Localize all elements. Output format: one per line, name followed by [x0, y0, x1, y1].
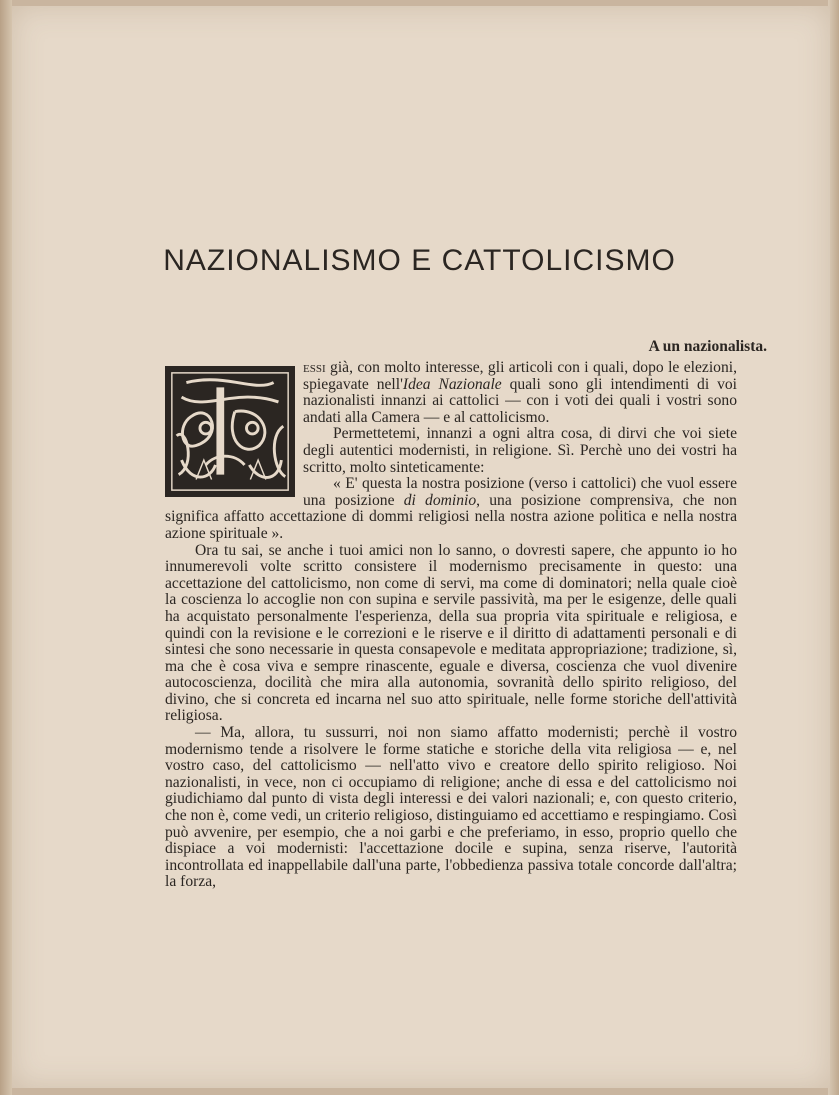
paragraph-1-text-end: quali sono gli intendimenti di voi nazionalisti innanzi ai cattolici — con i voti dei quali i vostri sono andati alla Camera — e al cattolicismo.	[303, 375, 737, 426]
opening-word: essi	[303, 359, 326, 376]
quote-text-end: , una posizione comprensiva, che non significa affatto accettazione di dommi religiosi nella nostra azione politica e nella nostra azione spirituale ».	[165, 491, 737, 542]
paragraph-1-text: già, con molto interesse, gli articoli con i quali, dopo le elezioni, spiegavate nell'	[303, 359, 737, 393]
paragraph-2: Permettetemi, innanzi a ogni altra cosa, di dirvi che voi siete degli autentici modernisti, in religione. Sì. Perchè uno dei vostri ha scritto, molto sinteticamente:	[303, 425, 737, 476]
page-edge-left	[0, 0, 12, 1095]
paragraph-4: Ora tu sai, se anche i tuoi amici non lo sanno, o dovresti sapere, che appunto io ho innumerevoli volte scritto consistere il modernismo precisamente in questo: una accettazione del cattolicismo, non come di servi, ma come di dominatori; nella quale cioè la coscienza lo accoglie non con supina e servile passività, ma per le esigenze, delle quali ha acquistato personalmente l'esperienza, della sua propria vita spirituale e religiosa, e quindi con la revisione e le correzioni e le riserve e il diritto di adattamenti personali e di sintesi che sono necessarie in questa consapevole e meditata appropriazione; tradizione, sì, ma che è cosa viva e sempre rinascente, eguale e diversa, coscienza che vuol divenire autocoscienza, docilità che mira alla autonomia, sovranità dello spirito religioso, del divino, che si concreta ed incarna nel suo atto spirituale, nelle forme storiche dell'attività religiosa.	[165, 541, 737, 725]
drop-cap-ornament	[165, 366, 295, 497]
newspaper-name: Idea Nazionale	[402, 375, 502, 393]
article-title: NAZIONALISMO E CATTOLICISMO	[163, 244, 676, 277]
dedication: A un nazionalista.	[648, 338, 767, 355]
article-body	[165, 360, 737, 891]
quote-text: « E' questa la nostra posizione (verso i cattolici) che vuol essere una posizione	[303, 475, 737, 509]
quote-emphasis: di dominio	[403, 491, 477, 509]
paragraph-5: — Ma, allora, tu sussurri, noi non siamo affatto modernisti; perchè il vostro modernismo tende a risolvere le forme statiche e storiche della vita religiosa — e, nel vostro caso, del cattolicismo — nell'atto vivo e creatore dello spirito religioso. Noi nazionalisti, in vece, non ci occupiamo di religione; anche di essa e del cattolicismo noi giudichiamo dal punto di vista degli interessi e dei valori nazionali; e, con questo criterio, che non è, come vedi, un criterio religioso, distinguiamo ed accettiamo e respingiamo. Così può avvenire, per esempio, che a noi garbi e che preferiamo, in esso, proprio quello che dispiace a voi modernisti: l'accettazione docile e supina, senza riserve, l'autorità incontrollata ed inappellabile dall'una parte, l'obbedienza passiva totale concorde dall'altra; la forza,	[165, 724, 737, 891]
ornamental-letter-l-icon	[167, 368, 293, 495]
